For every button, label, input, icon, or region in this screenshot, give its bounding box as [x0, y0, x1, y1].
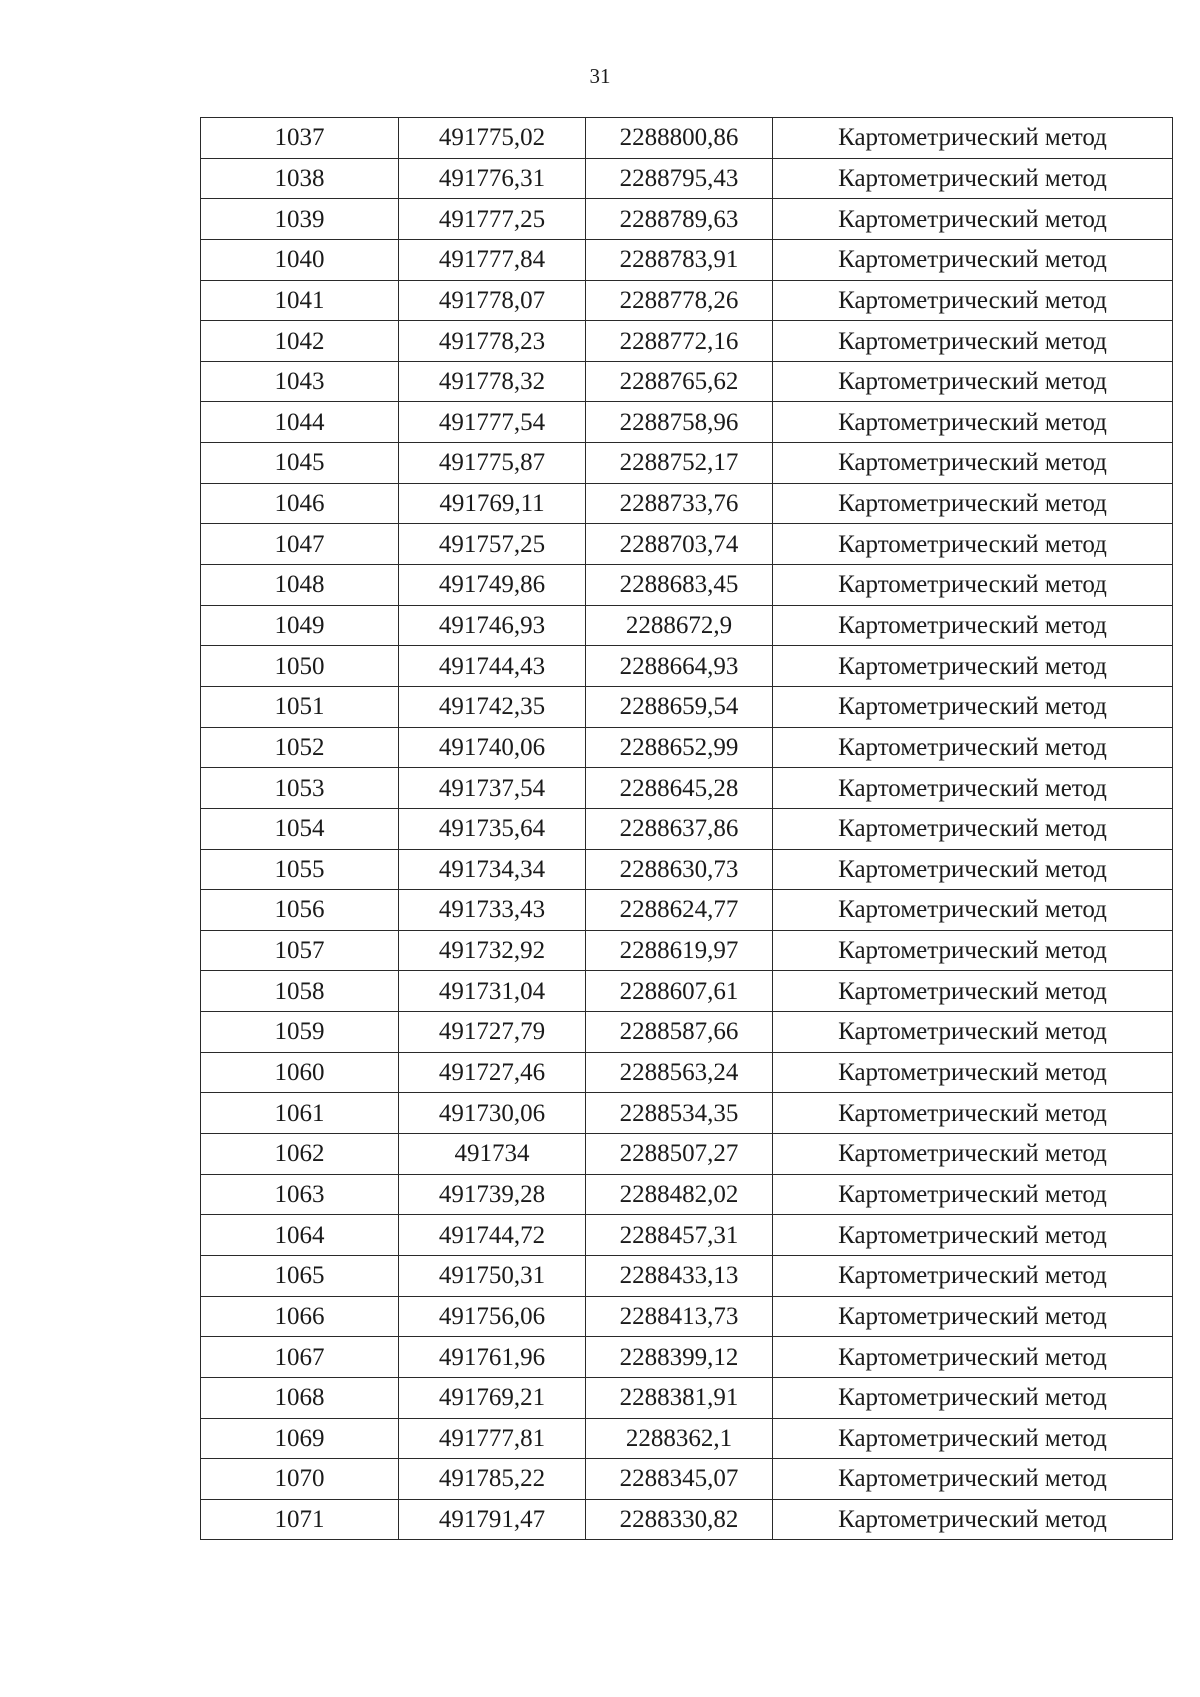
- point-number-cell: 1066: [201, 1296, 399, 1337]
- x-coordinate-cell: 491769,11: [399, 483, 586, 524]
- y-coordinate-cell: 2288672,9: [586, 605, 773, 646]
- table-row: [201, 1215, 1173, 1256]
- point-number-cell: 1071: [201, 1499, 399, 1540]
- table-row: [201, 1052, 1173, 1093]
- y-coordinate-cell: 2288507,27: [586, 1134, 773, 1175]
- point-number-cell: 1054: [201, 808, 399, 849]
- y-coordinate-cell: 2288664,93: [586, 646, 773, 687]
- x-coordinate-cell: 491769,21: [399, 1377, 586, 1418]
- table-row: [201, 727, 1173, 768]
- table-row: [201, 402, 1173, 443]
- y-coordinate-cell: 2288800,86: [586, 118, 773, 159]
- x-coordinate-cell: 491777,54: [399, 402, 586, 443]
- method-cell: Картометрический метод: [773, 1337, 1173, 1378]
- method-cell: Картометрический метод: [773, 849, 1173, 890]
- table-row: [201, 118, 1173, 159]
- method-cell: Картометрический метод: [773, 768, 1173, 809]
- y-coordinate-cell: 2288637,86: [586, 808, 773, 849]
- point-number-cell: 1058: [201, 971, 399, 1012]
- point-number-cell: 1052: [201, 727, 399, 768]
- x-coordinate-cell: 491775,02: [399, 118, 586, 159]
- table-row: [201, 605, 1173, 646]
- x-coordinate-cell: 491757,25: [399, 524, 586, 565]
- x-coordinate-cell: 491737,54: [399, 768, 586, 809]
- y-coordinate-cell: 2288607,61: [586, 971, 773, 1012]
- y-coordinate-cell: 2288563,24: [586, 1052, 773, 1093]
- table-row: [201, 1255, 1173, 1296]
- method-cell: Картометрический метод: [773, 1377, 1173, 1418]
- y-coordinate-cell: 2288482,02: [586, 1174, 773, 1215]
- x-coordinate-cell: 491750,31: [399, 1255, 586, 1296]
- method-cell: Картометрический метод: [773, 402, 1173, 443]
- method-cell: Картометрический метод: [773, 483, 1173, 524]
- x-coordinate-cell: 491749,86: [399, 565, 586, 606]
- point-number-cell: 1039: [201, 199, 399, 240]
- method-cell: Картометрический метод: [773, 239, 1173, 280]
- point-number-cell: 1055: [201, 849, 399, 890]
- table-row: [201, 239, 1173, 280]
- method-cell: Картометрический метод: [773, 971, 1173, 1012]
- y-coordinate-cell: 2288587,66: [586, 1012, 773, 1053]
- x-coordinate-cell: 491778,23: [399, 321, 586, 362]
- table-row: [201, 199, 1173, 240]
- table-row: [201, 361, 1173, 402]
- method-cell: Картометрический метод: [773, 524, 1173, 565]
- point-number-cell: 1069: [201, 1418, 399, 1459]
- x-coordinate-cell: 491778,32: [399, 361, 586, 402]
- y-coordinate-cell: 2288795,43: [586, 158, 773, 199]
- y-coordinate-cell: 2288659,54: [586, 686, 773, 727]
- table-row: [201, 686, 1173, 727]
- y-coordinate-cell: 2288381,91: [586, 1377, 773, 1418]
- point-number-cell: 1050: [201, 646, 399, 687]
- method-cell: Картометрический метод: [773, 361, 1173, 402]
- method-cell: Картометрический метод: [773, 646, 1173, 687]
- point-number-cell: 1048: [201, 565, 399, 606]
- x-coordinate-cell: 491761,96: [399, 1337, 586, 1378]
- y-coordinate-cell: 2288624,77: [586, 890, 773, 931]
- x-coordinate-cell: 491775,87: [399, 443, 586, 484]
- table-row: [201, 808, 1173, 849]
- method-cell: Картометрический метод: [773, 1174, 1173, 1215]
- method-cell: Картометрический метод: [773, 1459, 1173, 1500]
- x-coordinate-cell: 491785,22: [399, 1459, 586, 1500]
- x-coordinate-cell: 491730,06: [399, 1093, 586, 1134]
- point-number-cell: 1063: [201, 1174, 399, 1215]
- y-coordinate-cell: 2288733,76: [586, 483, 773, 524]
- x-coordinate-cell: 491746,93: [399, 605, 586, 646]
- point-number-cell: 1041: [201, 280, 399, 321]
- x-coordinate-cell: 491777,25: [399, 199, 586, 240]
- y-coordinate-cell: 2288345,07: [586, 1459, 773, 1500]
- method-cell: Картометрический метод: [773, 321, 1173, 362]
- table-row: [201, 1093, 1173, 1134]
- method-cell: Картометрический метод: [773, 1012, 1173, 1053]
- method-cell: Картометрический метод: [773, 686, 1173, 727]
- method-cell: Картометрический метод: [773, 930, 1173, 971]
- point-number-cell: 1038: [201, 158, 399, 199]
- y-coordinate-cell: 2288534,35: [586, 1093, 773, 1134]
- table-row: [201, 1174, 1173, 1215]
- point-number-cell: 1057: [201, 930, 399, 971]
- table-row: [201, 971, 1173, 1012]
- table-row: [201, 1012, 1173, 1053]
- x-coordinate-cell: 491732,92: [399, 930, 586, 971]
- x-coordinate-cell: 491744,43: [399, 646, 586, 687]
- y-coordinate-cell: 2288758,96: [586, 402, 773, 443]
- point-number-cell: 1042: [201, 321, 399, 362]
- y-coordinate-cell: 2288619,97: [586, 930, 773, 971]
- x-coordinate-cell: 491791,47: [399, 1499, 586, 1540]
- table-row: [201, 483, 1173, 524]
- x-coordinate-cell: 491742,35: [399, 686, 586, 727]
- y-coordinate-cell: 2288433,13: [586, 1255, 773, 1296]
- coordinates-table: [200, 117, 1173, 1540]
- method-cell: Картометрический метод: [773, 1052, 1173, 1093]
- table-row: [201, 524, 1173, 565]
- method-cell: Картометрический метод: [773, 443, 1173, 484]
- y-coordinate-cell: 2288683,45: [586, 565, 773, 606]
- table-row: [201, 1418, 1173, 1459]
- point-number-cell: 1040: [201, 239, 399, 280]
- table-row: [201, 890, 1173, 931]
- x-coordinate-cell: 491734,34: [399, 849, 586, 890]
- table-row: [201, 280, 1173, 321]
- y-coordinate-cell: 2288330,82: [586, 1499, 773, 1540]
- table-row: [201, 1499, 1173, 1540]
- table-row: [201, 646, 1173, 687]
- x-coordinate-cell: 491731,04: [399, 971, 586, 1012]
- method-cell: Картометрический метод: [773, 890, 1173, 931]
- method-cell: Картометрический метод: [773, 1093, 1173, 1134]
- x-coordinate-cell: 491777,84: [399, 239, 586, 280]
- x-coordinate-cell: 491777,81: [399, 1418, 586, 1459]
- method-cell: Картометрический метод: [773, 605, 1173, 646]
- point-number-cell: 1044: [201, 402, 399, 443]
- x-coordinate-cell: 491739,28: [399, 1174, 586, 1215]
- method-cell: Картометрический метод: [773, 1134, 1173, 1175]
- point-number-cell: 1060: [201, 1052, 399, 1093]
- y-coordinate-cell: 2288778,26: [586, 280, 773, 321]
- table-row: [201, 158, 1173, 199]
- point-number-cell: 1062: [201, 1134, 399, 1175]
- y-coordinate-cell: 2288630,73: [586, 849, 773, 890]
- y-coordinate-cell: 2288703,74: [586, 524, 773, 565]
- y-coordinate-cell: 2288362,1: [586, 1418, 773, 1459]
- x-coordinate-cell: 491744,72: [399, 1215, 586, 1256]
- y-coordinate-cell: 2288399,12: [586, 1337, 773, 1378]
- table-row: [201, 768, 1173, 809]
- y-coordinate-cell: 2288457,31: [586, 1215, 773, 1256]
- point-number-cell: 1047: [201, 524, 399, 565]
- point-number-cell: 1059: [201, 1012, 399, 1053]
- point-number-cell: 1051: [201, 686, 399, 727]
- table-row: [201, 1337, 1173, 1378]
- table-row: [201, 443, 1173, 484]
- method-cell: Картометрический метод: [773, 118, 1173, 159]
- x-coordinate-cell: 491778,07: [399, 280, 586, 321]
- point-number-cell: 1043: [201, 361, 399, 402]
- x-coordinate-cell: 491756,06: [399, 1296, 586, 1337]
- y-coordinate-cell: 2288645,28: [586, 768, 773, 809]
- point-number-cell: 1068: [201, 1377, 399, 1418]
- table-row: [201, 1377, 1173, 1418]
- method-cell: Картометрический метод: [773, 1418, 1173, 1459]
- x-coordinate-cell: 491735,64: [399, 808, 586, 849]
- table-row: [201, 1459, 1173, 1500]
- y-coordinate-cell: 2288413,73: [586, 1296, 773, 1337]
- y-coordinate-cell: 2288652,99: [586, 727, 773, 768]
- point-number-cell: 1045: [201, 443, 399, 484]
- method-cell: Картометрический метод: [773, 1499, 1173, 1540]
- y-coordinate-cell: 2288765,62: [586, 361, 773, 402]
- y-coordinate-cell: 2288783,91: [586, 239, 773, 280]
- x-coordinate-cell: 491740,06: [399, 727, 586, 768]
- page-number: 31: [589, 64, 611, 88]
- x-coordinate-cell: 491727,46: [399, 1052, 586, 1093]
- table-row: [201, 565, 1173, 606]
- method-cell: Картометрический метод: [773, 808, 1173, 849]
- x-coordinate-cell: 491727,79: [399, 1012, 586, 1053]
- point-number-cell: 1037: [201, 118, 399, 159]
- point-number-cell: 1061: [201, 1093, 399, 1134]
- point-number-cell: 1049: [201, 605, 399, 646]
- table-row: [201, 321, 1173, 362]
- point-number-cell: 1046: [201, 483, 399, 524]
- point-number-cell: 1053: [201, 768, 399, 809]
- point-number-cell: 1064: [201, 1215, 399, 1256]
- method-cell: Картометрический метод: [773, 1215, 1173, 1256]
- table-row: [201, 1134, 1173, 1175]
- y-coordinate-cell: 2288772,16: [586, 321, 773, 362]
- point-number-cell: 1067: [201, 1337, 399, 1378]
- method-cell: Картометрический метод: [773, 565, 1173, 606]
- method-cell: Картометрический метод: [773, 1255, 1173, 1296]
- method-cell: Картометрический метод: [773, 199, 1173, 240]
- method-cell: Картометрический метод: [773, 158, 1173, 199]
- method-cell: Картометрический метод: [773, 727, 1173, 768]
- table-row: [201, 1296, 1173, 1337]
- table-row: [201, 930, 1173, 971]
- point-number-cell: 1065: [201, 1255, 399, 1296]
- table-row: [201, 849, 1173, 890]
- coordinates-table-body: [201, 118, 1173, 1540]
- point-number-cell: 1056: [201, 890, 399, 931]
- y-coordinate-cell: 2288789,63: [586, 199, 773, 240]
- method-cell: Картометрический метод: [773, 1296, 1173, 1337]
- x-coordinate-cell: 491733,43: [399, 890, 586, 931]
- method-cell: Картометрический метод: [773, 280, 1173, 321]
- x-coordinate-cell: 491734: [399, 1134, 586, 1175]
- point-number-cell: 1070: [201, 1459, 399, 1500]
- x-coordinate-cell: 491776,31: [399, 158, 586, 199]
- y-coordinate-cell: 2288752,17: [586, 443, 773, 484]
